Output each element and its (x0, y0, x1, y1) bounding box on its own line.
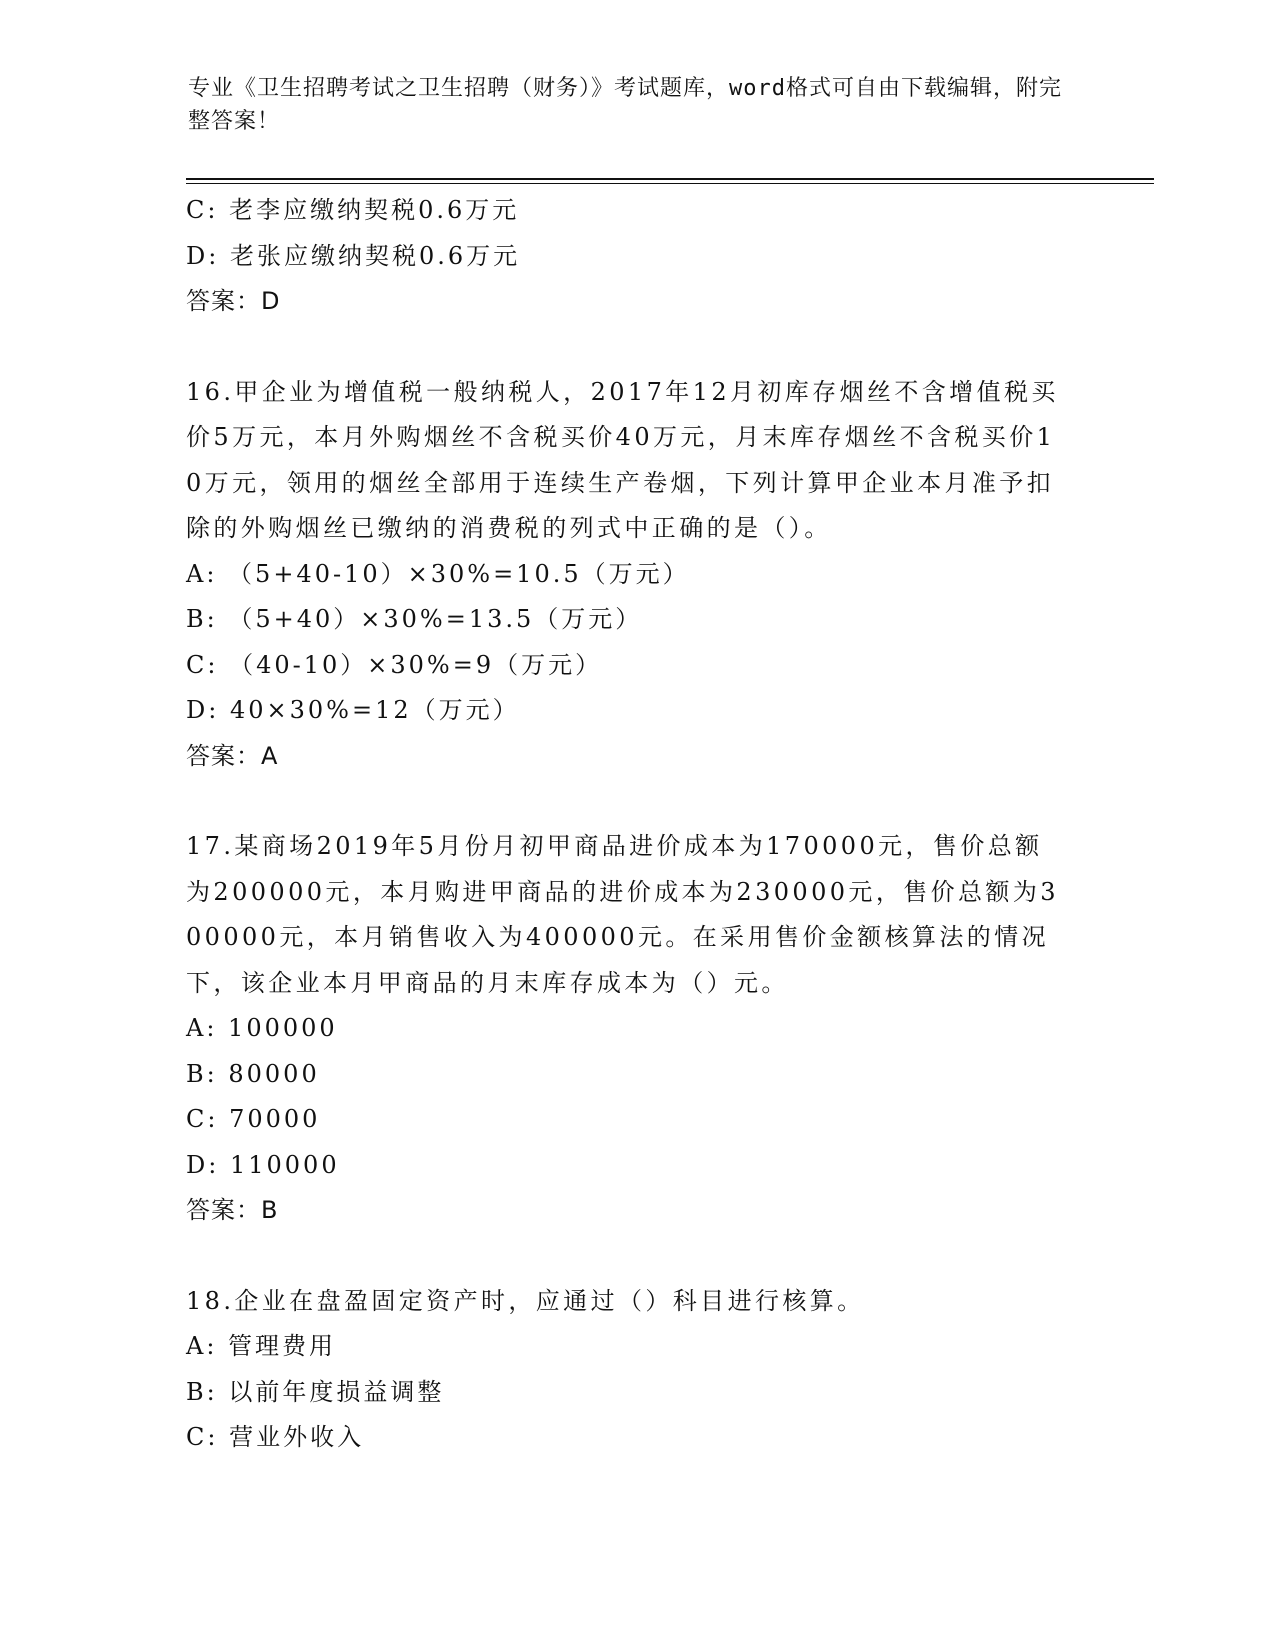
option-d: D: 40×30%=12（万元） (186, 696, 520, 724)
option-d: D: 老张应缴纳契税0.6万元 (186, 241, 521, 270)
option-b: B: 80000 (186, 1059, 320, 1088)
option-a: A: （5+40-10）×30%=10.5（万元） (186, 559, 690, 588)
carryover-block (186, 188, 1086, 325)
question-stem: 16.甲企业为增值税一般纳税人，2017年12月初库存烟丝不含增值税买价5万元，本月外购烟丝不含税买价40万元，月末库存烟丝不含税买价10万元，领用的烟丝全部用于连续生产卷烟，下列计算甲企业本月准予扣除的外购烟丝已缴纳的消费税的列式中正确的是（）。 (186, 377, 1059, 542)
answer-line: 答案：A (186, 741, 279, 770)
question-17 (186, 824, 1066, 1234)
question-stem: 17.某商场2019年5月份月初甲商品进价成本为170000元，售价总额为200000元，本月购进甲商品的进价成本为230000元，售价总额为300000元，本月销售收入为400000元。在采用售价金额核算法的情况下，该企业本月甲商品的月末库存成本为（）元。 (186, 832, 1059, 997)
option-a: A: 100000 (186, 1014, 338, 1042)
answer-line: 答案：D (186, 287, 281, 315)
question-18 (186, 1279, 1066, 1461)
answer-line: 答案：B (186, 1196, 279, 1224)
option-c: C: 70000 (186, 1105, 321, 1133)
option-c: C: （40-10）×30%=9（万元） (186, 650, 603, 679)
question-stem: 18.企业在盘盈固定资产时，应通过（）科目进行核算。 (186, 1286, 865, 1315)
option-b: B: 以前年度损益调整 (186, 1377, 445, 1406)
option-b: B: （5+40）×30%=13.5（万元） (186, 605, 643, 633)
header-rule-thin (186, 183, 1154, 184)
option-c: C: 老李应缴纳契税0.6万元 (186, 196, 520, 224)
option-c: C: 营业外收入 (186, 1423, 365, 1451)
document-header: 专业《卫生招聘考试之卫生招聘（财务）》考试题库，word格式可自由下载编辑，附完整答案！ (188, 76, 1062, 134)
option-d: D: 110000 (186, 1150, 340, 1179)
option-a: A: 管理费用 (186, 1332, 337, 1360)
document-body (186, 188, 1086, 1461)
question-16 (186, 370, 1066, 780)
header-rule-thick (186, 178, 1154, 180)
